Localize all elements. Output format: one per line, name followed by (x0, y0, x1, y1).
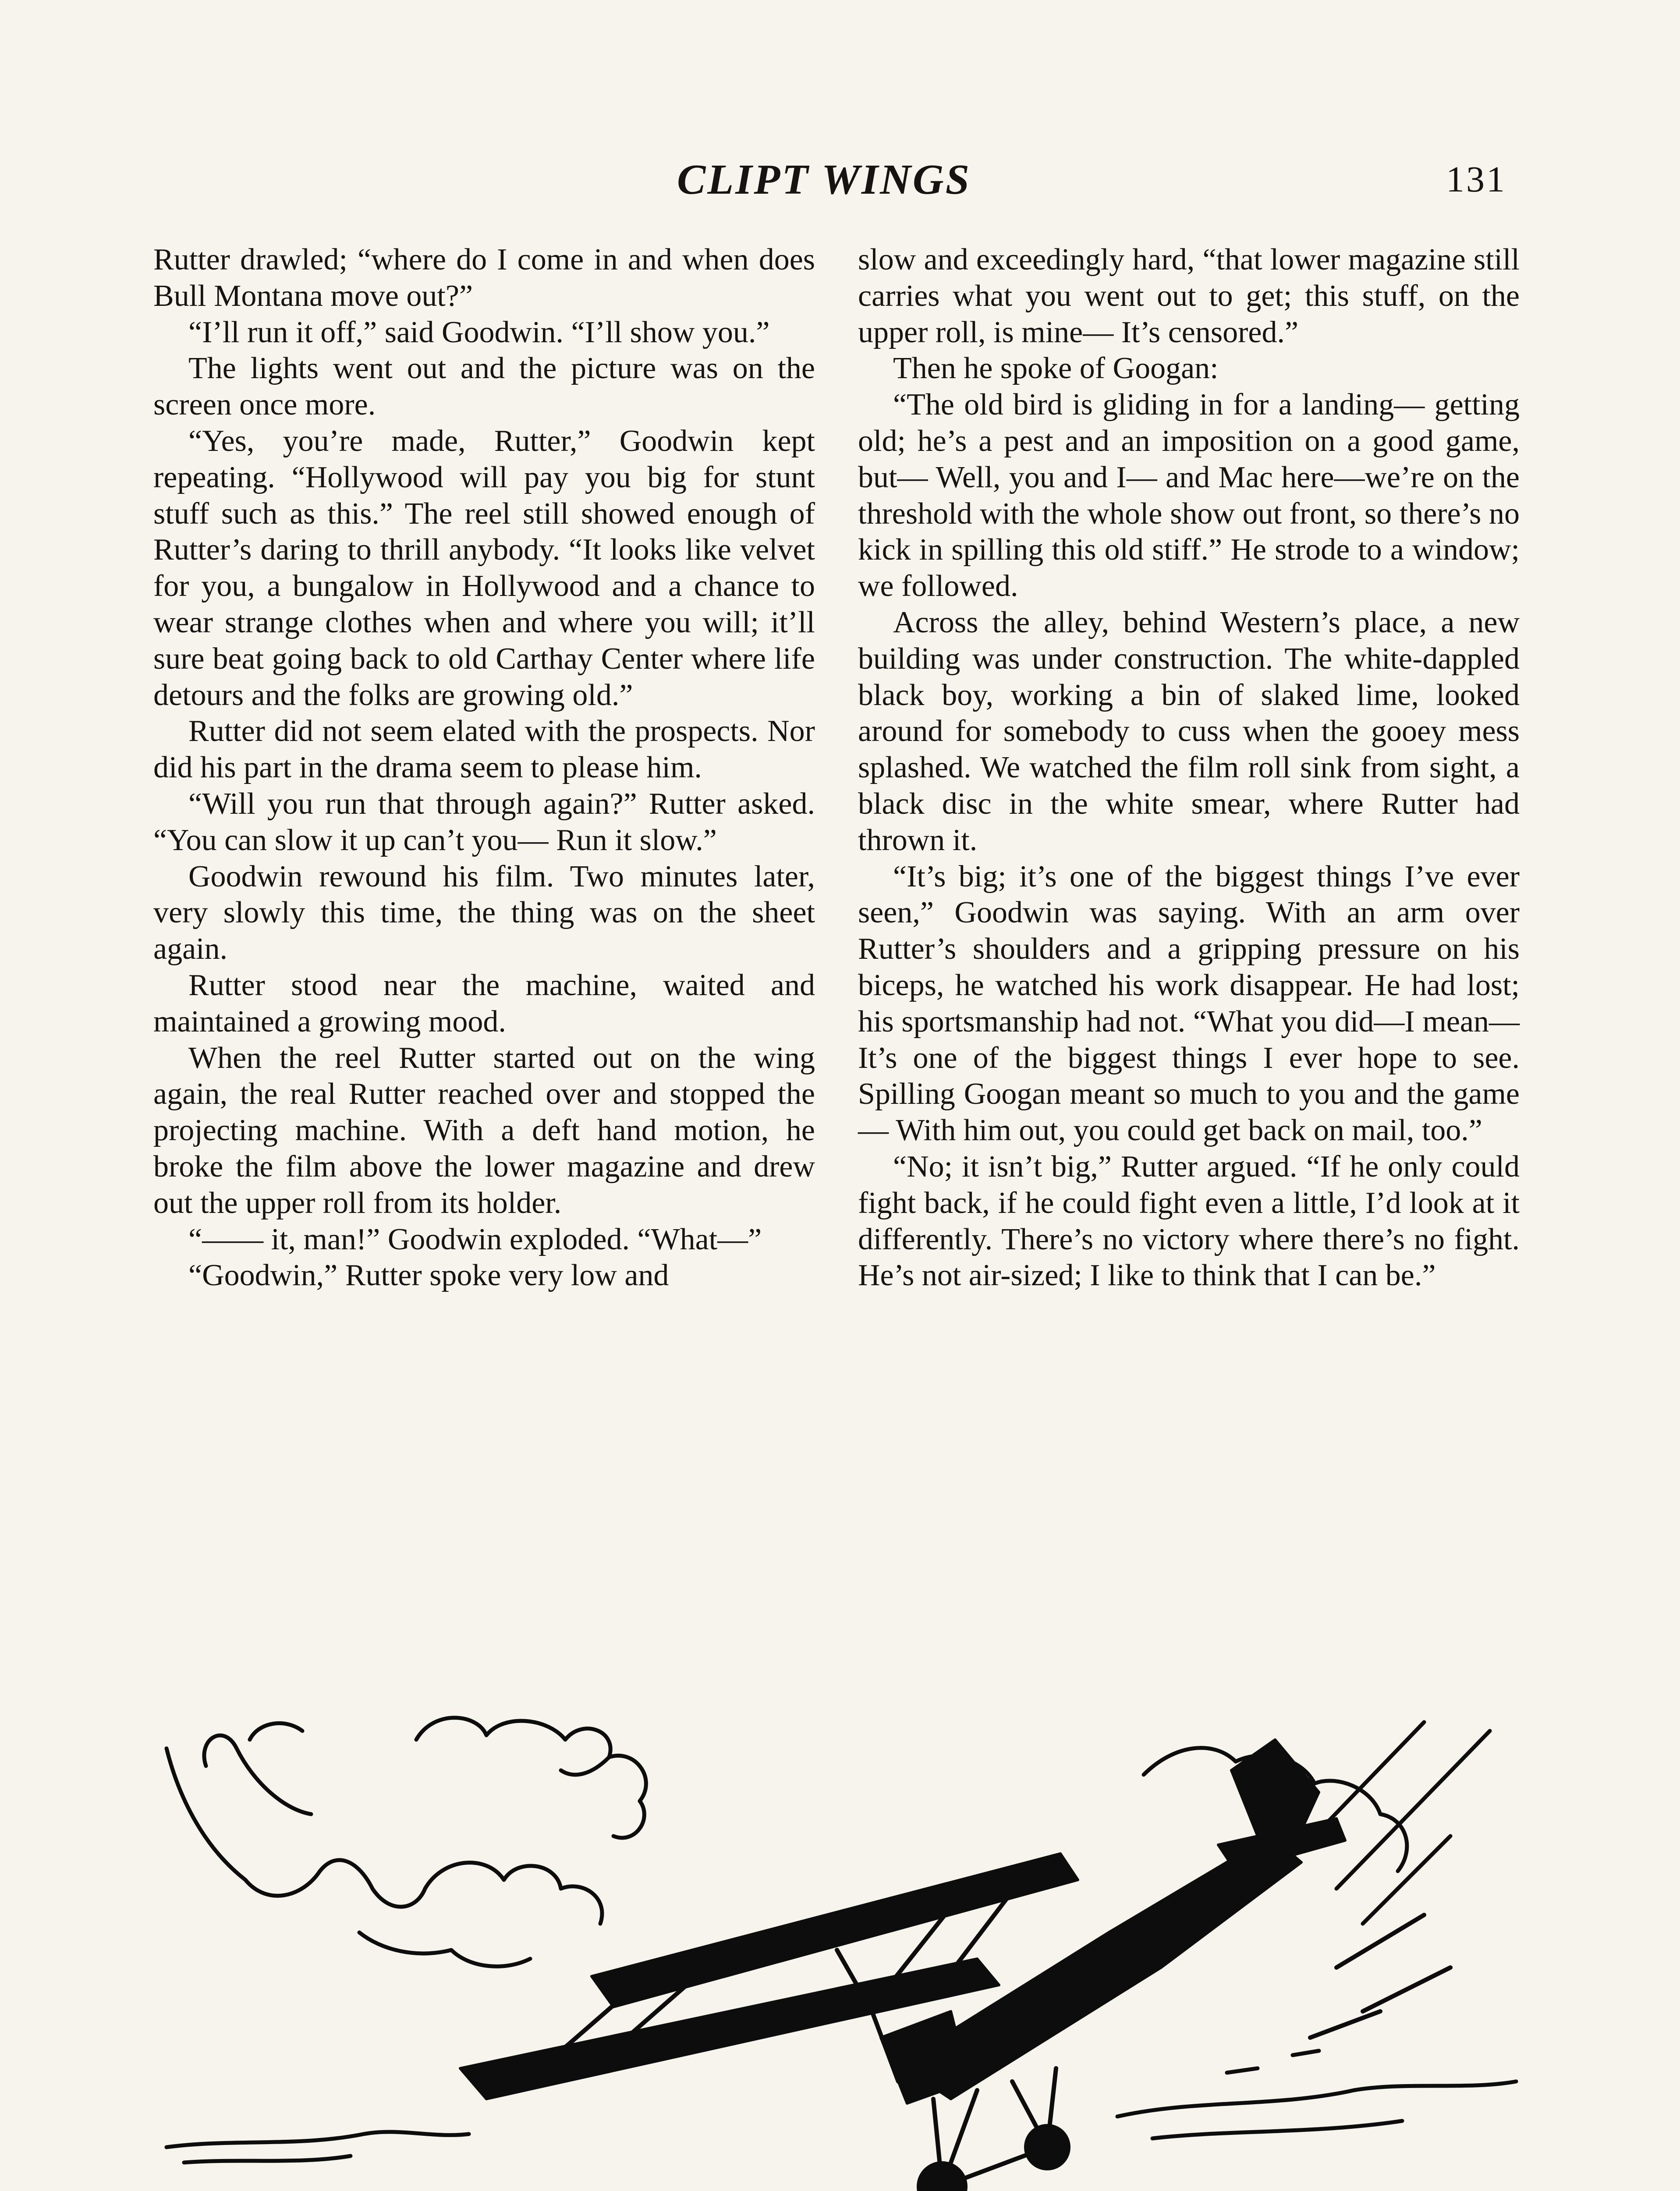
paragraph: “Yes, you’re made, Rutter,” Goodwin kept repeating. “Hollywood will pay you big for stunt stuff such as this.” The reel still showed enough of Rutter’s daring to thrill anybody. “It looks like velvet for you, a bungalow in Hollywood and a chance to wear strange clothes when and where you will; it’ll sure beat going back to old Carthay Center where life detours and the folks are growing old.” (153, 424, 815, 712)
paragraph: The lights went out and the picture was on the screen once more. (153, 351, 815, 422)
paragraph: “The old bird is gliding in for a landing— getting old; he’s a pest and an imposition on a good game, but— Well, you and I— and Mac here—we’re on the threshold with the whole show out front, so there’s no kick in spilling this old stiff.” He strode to a window; we followed. (858, 388, 1520, 603)
paragraph: “Goodwin,” Rutter spoke very low and (188, 1259, 669, 1293)
paragraph: Rutter drawled; “where do I come in and when does Bull Montana move out?” (153, 243, 815, 313)
paragraph: “No; it isn’t big,” Rutter argued. “If he only could fight back, if he could fight even a little, I’d look at it differently. There’s no victory where there’s no fight. He’s not air-sized; I like to think that I can be.” (858, 1149, 1520, 1293)
text-column-left (153, 242, 815, 1294)
paragraph: Rutter stood near the machine, waited and maintained a growing mood. (153, 968, 815, 1039)
paragraph: “I’ll run it off,” said Goodwin. “I’ll show you.” (188, 315, 770, 349)
running-head (0, 151, 1680, 208)
paragraph: Rutter did not seem elated with the prospects. Nor did his part in the drama seem to please him. (153, 714, 815, 785)
page-number: 131 (1446, 159, 1506, 200)
paragraph: Across the alley, behind Western’s place, a new building was under construction. The white-dappled black boy, working a bin of slaked lime, looked around for somebody to cuss when the gooey mess splashed. We watched the film roll sink from sight, a black disc in the white smear, where Rutter had thrown it. (858, 605, 1520, 857)
paragraph: Goodwin rewound his film. Two minutes later, very slowly this time, the thing was on the sheet again. (153, 859, 815, 966)
paragraph: “—— it, man!” Goodwin exploded. “What—” (188, 1222, 762, 1256)
biplane-illustration-icon (153, 1705, 1534, 2191)
paragraph: When the reel Rutter started out on the wing again, the real Rutter reached over and stopped the projecting machine. With a deft hand motion, he broke the film above the lower magazine and drew out the upper roll from its holder. (153, 1041, 815, 1220)
page-title: CLIPT WINGS (677, 156, 971, 203)
paragraph: “It’s big; it’s one of the biggest things I’ve ever seen,” Goodwin was saying. With an arm over Rutter’s shoulders and a gripping pressure on his biceps, he watched his work disappear. He had lost; his sportsmanship had not. “What you did—I mean—It’s one of the biggest things I ever hope to see. Spilling Googan meant so much to you and the game— With him out, you could get back on mail, too.” (858, 859, 1520, 1148)
paragraph: slow and exceedingly hard, “that lower magazine still carries what you went out to get; this stuff, on the upper roll, is mine— It’s censored.” (858, 243, 1520, 349)
text-column-right (858, 242, 1520, 1294)
paragraph: “Will you run that through again?” Rutter asked. “You can slow it up can’t you— Run it slow.” (153, 787, 815, 857)
paragraph: Then he spoke of Googan: (893, 351, 1219, 386)
